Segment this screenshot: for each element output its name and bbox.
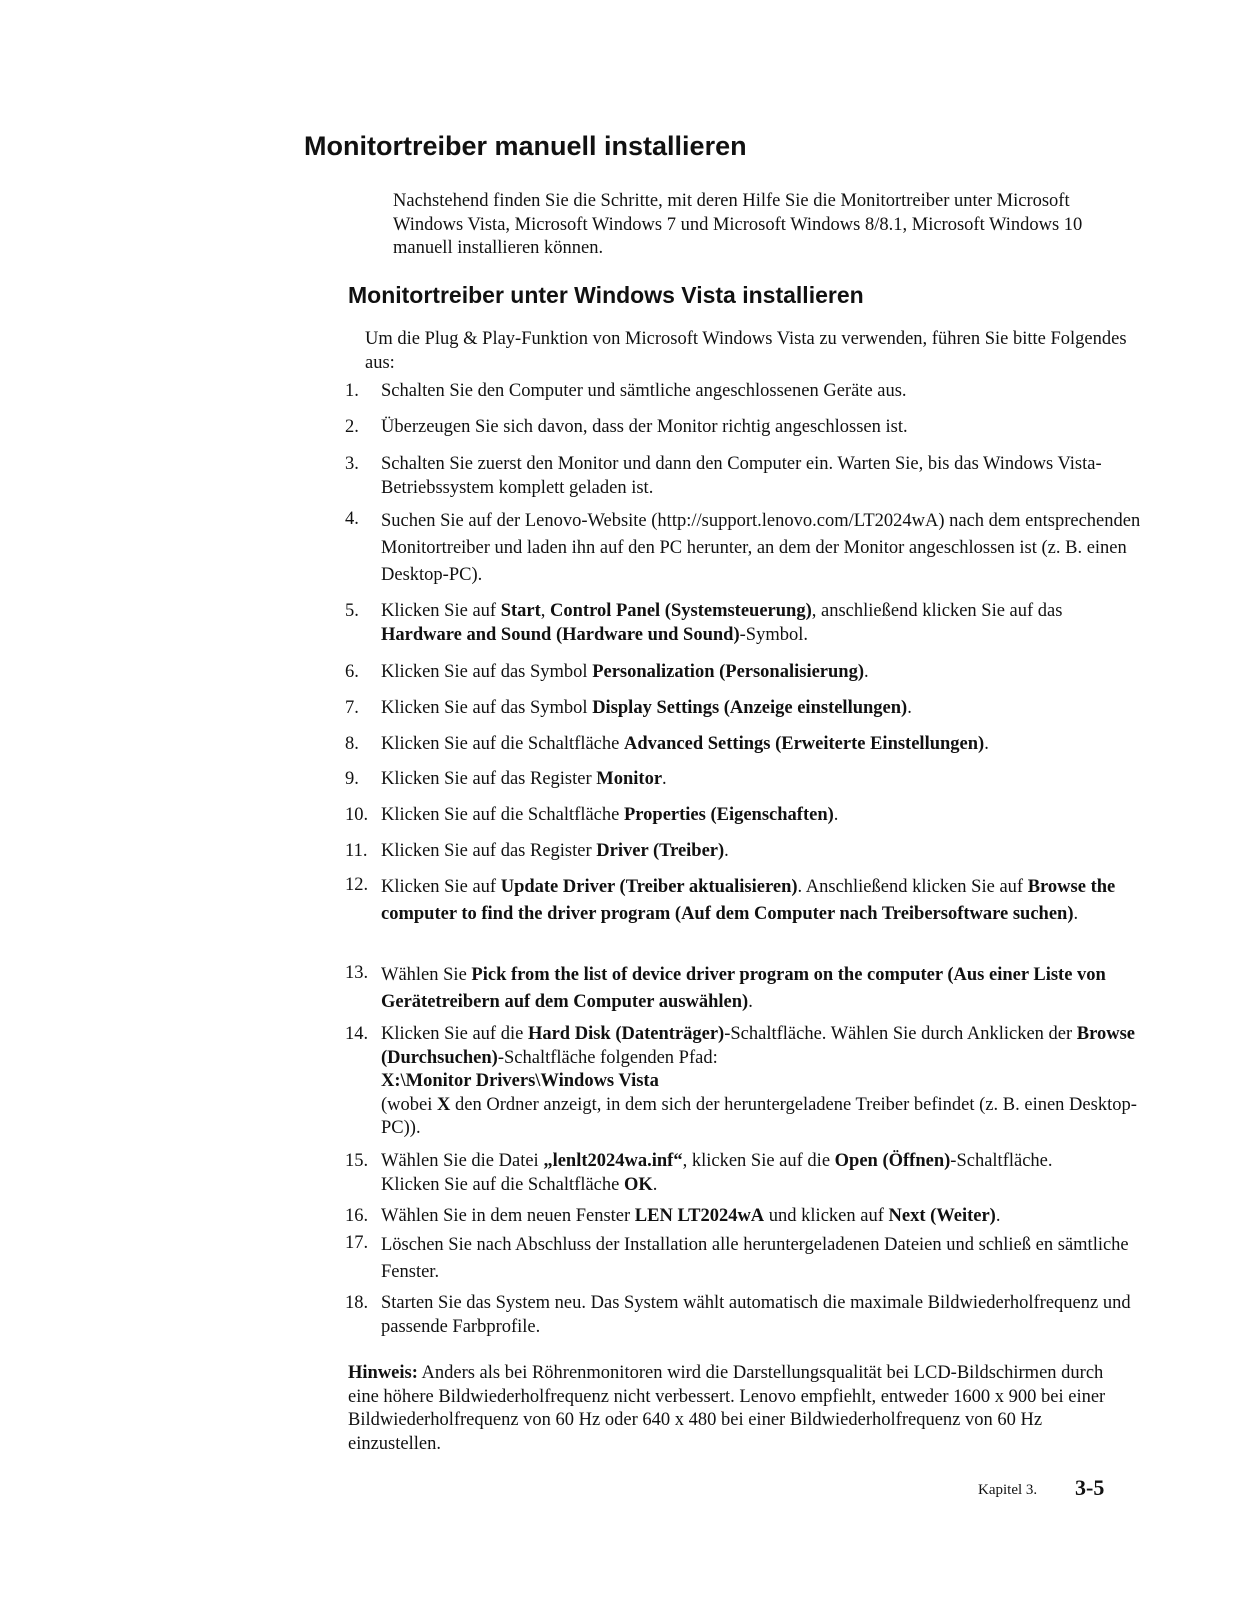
step-text-run: Klicken Sie auf das Register	[381, 769, 597, 789]
step-bold-text: Browse (Durchsuchen)	[381, 1024, 1136, 1068]
step-bold-text: Pick from the list of device driver program on the computer (Aus einer Liste von Gerätetreibern auf dem Computer auswählen)	[381, 965, 1106, 1012]
step-text-run: Wählen Sie die Datei	[381, 1151, 544, 1171]
step-bold-text: X	[437, 1094, 451, 1115]
step-11	[345, 840, 1145, 864]
step-text-run: Suchen Sie auf der Lenovo-Website (http://support.lenovo.com/LT2024wA) nach dem entsprechenden Monitortreiber und laden ihn auf den PC herunter, an dem der Monitor angeschlossen ist (z. B. einen Desktop-PC).	[381, 511, 1141, 585]
step-text-run: .	[907, 698, 912, 718]
step-number: 15.	[345, 1151, 369, 1171]
footer-chapter: Kapitel 3.	[978, 1482, 1038, 1498]
step-text-run: .	[724, 841, 729, 861]
step-text	[381, 1205, 1145, 1229]
step-text	[381, 697, 1145, 721]
step-9	[345, 768, 1145, 792]
step-number: 16.	[345, 1206, 369, 1226]
step-text-run: .	[833, 805, 839, 825]
step-text	[381, 661, 1145, 685]
note-label: Hinweis:	[348, 1363, 418, 1383]
step-text-run: Starten Sie das System neu. Das System wählt automatisch die maximale Bildwiederholfrequenz und passende Farbprofile.	[381, 1293, 1131, 1337]
step-16	[345, 1205, 1145, 1229]
step-text-run: Wählen Sie	[381, 965, 472, 985]
step-bold-text: „lenlt2024wa.inf“	[543, 1151, 683, 1171]
step-text	[381, 600, 1145, 647]
step-text-run: .	[864, 662, 869, 682]
step-text-run: .	[995, 1206, 1001, 1226]
step-6	[345, 661, 1145, 685]
step-text-run: .	[652, 1174, 658, 1195]
step-10	[345, 804, 1145, 828]
step-bold-text: Hardware and Sound (Hardware und Sound)	[381, 624, 740, 645]
step-text-run: Überzeugen Sie sich davon, dass der Monitor richtig angeschlossen ist.	[381, 417, 908, 437]
step-text	[381, 1150, 1145, 1197]
step-bold-text: Display Settings (Anzeige einstellungen)	[592, 698, 908, 718]
step-text-run: -Schaltfläche. Wählen Sie durch Anklicken der	[724, 1024, 1077, 1044]
step-bold-text: Personalization (Personalisierung)	[592, 662, 865, 682]
step-number: 14.	[345, 1024, 369, 1044]
step-text-run: Klicken Sie auf	[381, 601, 501, 621]
step-5	[345, 600, 1145, 647]
step-text-run: Klicken Sie auf das Symbol	[381, 698, 593, 718]
step-bold-text: Open (Öffnen)	[834, 1151, 951, 1171]
note-paragraph	[348, 1362, 1138, 1456]
step-15	[345, 1150, 1145, 1197]
step-text-run: Wählen Sie in dem neuen Fenster	[381, 1206, 635, 1226]
step-2	[345, 416, 1145, 440]
step-text-run: Klicken Sie auf die	[381, 1024, 528, 1044]
step-bold-text: X:\Monitor Drivers\Windows Vista	[381, 1071, 659, 1091]
step-text	[381, 508, 1145, 589]
step-bold-text: Properties (Eigenschaften)	[623, 805, 834, 825]
step-text-run: -Schaltfläche folgenden Pfad:	[497, 1047, 718, 1068]
step-text	[381, 733, 1145, 757]
step-bold-text: Advanced Settings (Erweiterte Einstellungen)	[623, 734, 985, 754]
step-bold-text: OK	[623, 1174, 653, 1195]
step-text	[381, 1023, 1145, 1141]
step-text-run: Schalten Sie zuerst den Monitor und dann den Computer ein. Warten Sie, bis das Windows Vista-Betriebssystem komplett geladen ist.	[381, 454, 1102, 498]
step-text	[381, 804, 1145, 828]
step-number: 5.	[345, 601, 359, 621]
step-number: 6.	[345, 662, 359, 682]
step-text-run: Klicken Sie auf	[381, 877, 501, 897]
step-bold-text: Update Driver (Treiber aktualisieren)	[500, 877, 798, 897]
step-bold-text: LEN LT2024wA	[634, 1206, 765, 1226]
step-number: 13.	[345, 963, 369, 983]
intro-paragraph: Nachstehend finden Sie die Schritte, mit deren Hilfe Sie die Monitortreiber unter Microsoft Windows Vista, Microsoft Windows 7 und Microsoft Windows 8/8.1, Microsoft Windows 10 manuell installieren können.	[393, 191, 1083, 258]
step-text	[381, 840, 1145, 864]
step-text	[381, 453, 1145, 500]
step-text-run: den Ordner anzeigt, in dem sich der heruntergeladene Treiber befindet (z. B. einen Desktop-PC)).	[381, 1094, 1137, 1138]
step-number: 8.	[345, 734, 359, 754]
step-text-run: -Schaltfläche.	[950, 1151, 1053, 1171]
step-number: 2.	[345, 417, 359, 437]
page-title: Monitortreiber manuell installieren	[304, 131, 747, 161]
step-bold-text: Control Panel (Systemsteuerung)	[550, 601, 812, 621]
step-number: 4.	[345, 509, 359, 529]
step-number: 17.	[345, 1233, 369, 1253]
lead-paragraph: Um die Plug & Play-Funktion von Microsoft Windows Vista zu verwenden, führen Sie bitte Folgendes aus:	[365, 329, 1127, 373]
step-text-run: .	[984, 734, 989, 754]
step-1	[345, 380, 1145, 404]
step-number: 9.	[345, 769, 359, 789]
step-text-run: Klicken Sie auf die Schaltfläche	[381, 805, 624, 825]
step-13	[345, 962, 1145, 1016]
step-7	[345, 697, 1145, 721]
step-bold-text: Start	[500, 601, 541, 621]
step-text-run: -Symbol.	[739, 624, 808, 645]
step-number: 7.	[345, 698, 359, 718]
step-text-run: ,	[540, 601, 551, 621]
step-text-run: Klicken Sie auf die Schaltfläche	[381, 734, 624, 754]
step-text-run: und klicken auf	[764, 1206, 889, 1226]
step-text-run: , klicken Sie auf die	[682, 1151, 835, 1171]
step-number: 1.	[345, 381, 359, 401]
step-8	[345, 733, 1145, 757]
step-3	[345, 453, 1145, 500]
step-text-run: Klicken Sie auf die Schaltfläche	[381, 1174, 624, 1195]
step-bold-text: Driver (Treiber)	[596, 841, 725, 861]
step-text-run: .	[1073, 904, 1079, 924]
step-text-run: Klicken Sie auf das Register	[381, 841, 597, 861]
step-bold-text: Browse the computer to find the driver program (Auf dem Computer nach Treibersoftware suchen)	[381, 877, 1116, 924]
page-number: 3-5	[1075, 1475, 1105, 1500]
step-text	[381, 416, 1145, 440]
step-text-run: .	[662, 769, 667, 789]
step-text-run: (wobei	[381, 1094, 437, 1115]
step-number: 12.	[345, 875, 369, 895]
step-text	[381, 1292, 1145, 1339]
step-4	[345, 508, 1145, 589]
step-number: 10.	[345, 805, 369, 825]
step-text-run: .	[748, 992, 753, 1012]
section-title: Monitortreiber unter Windows Vista installieren	[348, 282, 864, 308]
step-text	[381, 768, 1145, 792]
note-text: Anders als bei Röhrenmonitoren wird die Darstellungsqualität bei LCD-Bildschirmen durch eine höhere Bildwiederholfrequenz nicht verbessert. Lenovo empfiehlt, entweder 1600 x 900 bei einer Bildwiederholfrequenz von 60 Hz oder 640 x 480 bei einer Bildwiederholfrequenz von 60 Hz einzustellen.	[348, 1363, 1106, 1454]
step-number: 11.	[345, 841, 368, 861]
step-18	[345, 1292, 1145, 1339]
step-17	[345, 1232, 1145, 1286]
step-text	[381, 1232, 1145, 1286]
step-text	[381, 962, 1145, 1016]
step-text-run: Klicken Sie auf das Symbol	[381, 662, 593, 682]
step-text	[381, 874, 1145, 928]
step-text-run: . Anschließend klicken Sie auf	[797, 877, 1028, 897]
step-12	[345, 874, 1145, 928]
step-text-run: Löschen Sie nach Abschluss der Installation alle heruntergeladenen Dateien und schließ en sämtliche Fenster.	[381, 1235, 1129, 1282]
step-text	[381, 380, 1145, 404]
step-bold-text: Next (Weiter)	[888, 1206, 996, 1226]
step-14	[345, 1023, 1145, 1141]
step-number: 18.	[345, 1293, 369, 1313]
step-text-run: , anschließend klicken Sie auf das	[811, 601, 1063, 621]
step-bold-text: Monitor	[596, 769, 663, 789]
step-bold-text: Hard Disk (Datenträger)	[527, 1024, 725, 1044]
step-text-run: Schalten Sie den Computer und sämtliche angeschlossenen Geräte aus.	[381, 381, 907, 401]
step-number: 3.	[345, 454, 359, 474]
